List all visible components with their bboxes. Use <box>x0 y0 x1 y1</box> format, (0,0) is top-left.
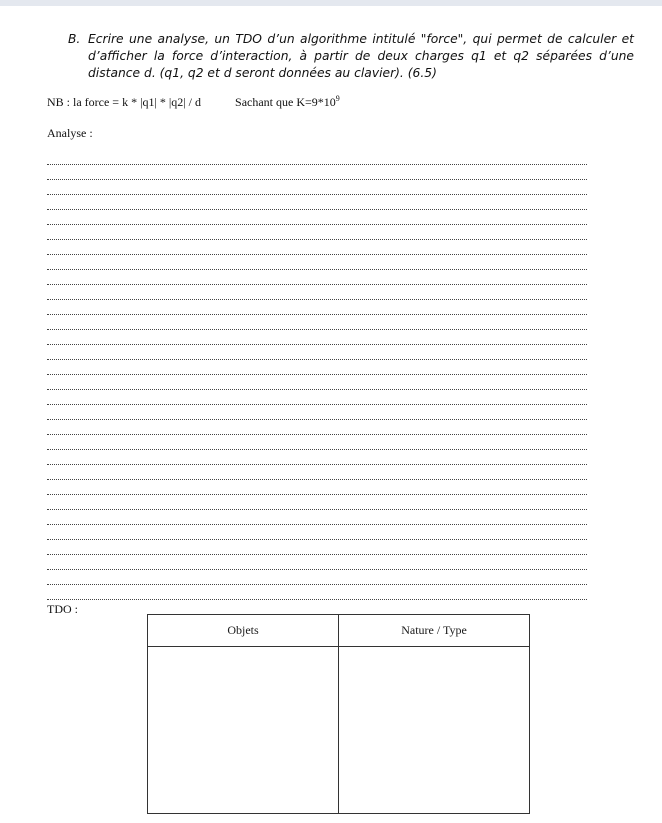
tdo-table <box>147 614 530 814</box>
analyse-label: Analyse : <box>47 126 93 140</box>
analyse-answer-lines[interactable] <box>47 150 587 600</box>
constant-prefix: Sachant que K=9*10 <box>235 95 336 109</box>
question-text: Ecrire une analyse, un TDO d’un algorithme intitulé "force", qui permet de calculer et d’afficher la force d’interaction, à partir de deux charges q1 et q2 séparées d’une distance d. (q1, q2 et d seront données au clavier). (6.5) <box>88 32 634 80</box>
tdo-header-row <box>148 615 530 647</box>
dotted-answer-line[interactable] <box>47 270 587 285</box>
nb-formula: NB : la force = k * |q1| * |q2| / d <box>47 95 202 109</box>
dotted-answer-line[interactable] <box>47 330 587 345</box>
top-toolbar-strip <box>0 0 662 6</box>
dotted-answer-line[interactable] <box>47 195 587 210</box>
dotted-answer-line[interactable] <box>47 405 587 420</box>
dotted-answer-line[interactable] <box>47 240 587 255</box>
dotted-answer-line[interactable] <box>47 540 587 555</box>
dotted-answer-line[interactable] <box>47 510 587 525</box>
dotted-answer-line[interactable] <box>47 495 587 510</box>
dotted-answer-line[interactable] <box>47 360 587 375</box>
dotted-answer-line[interactable] <box>47 225 587 240</box>
dotted-answer-line[interactable] <box>47 555 587 570</box>
nb-formula-line <box>47 94 340 110</box>
dotted-answer-line[interactable] <box>47 420 587 435</box>
dotted-answer-line[interactable] <box>47 345 587 360</box>
tdo-header-objets: Objets <box>148 615 339 647</box>
tdo-body-row <box>148 647 530 814</box>
tdo-cell-nature-type[interactable] <box>339 647 530 814</box>
dotted-answer-line[interactable] <box>47 525 587 540</box>
dotted-answer-line[interactable] <box>47 315 587 330</box>
dotted-answer-line[interactable] <box>47 165 587 180</box>
question-label: B. <box>68 32 81 46</box>
dotted-answer-line[interactable] <box>47 180 587 195</box>
dotted-answer-line[interactable] <box>47 390 587 405</box>
dotted-answer-line[interactable] <box>47 450 587 465</box>
dotted-answer-line[interactable] <box>47 255 587 270</box>
dotted-answer-line[interactable] <box>47 585 587 600</box>
dotted-answer-line[interactable] <box>47 375 587 390</box>
question-statement <box>68 31 634 82</box>
constant-exponent: 9 <box>335 94 340 103</box>
dotted-answer-line[interactable] <box>47 150 587 165</box>
dotted-answer-line[interactable] <box>47 480 587 495</box>
dotted-answer-line[interactable] <box>47 285 587 300</box>
dotted-answer-line[interactable] <box>47 465 587 480</box>
dotted-answer-line[interactable] <box>47 300 587 315</box>
dotted-answer-line[interactable] <box>47 435 587 450</box>
dotted-answer-line[interactable] <box>47 570 587 585</box>
dotted-answer-line[interactable] <box>47 210 587 225</box>
tdo-label: TDO : <box>47 602 78 616</box>
tdo-header-nature-type: Nature / Type <box>339 615 530 647</box>
tdo-cell-objets[interactable] <box>148 647 339 814</box>
